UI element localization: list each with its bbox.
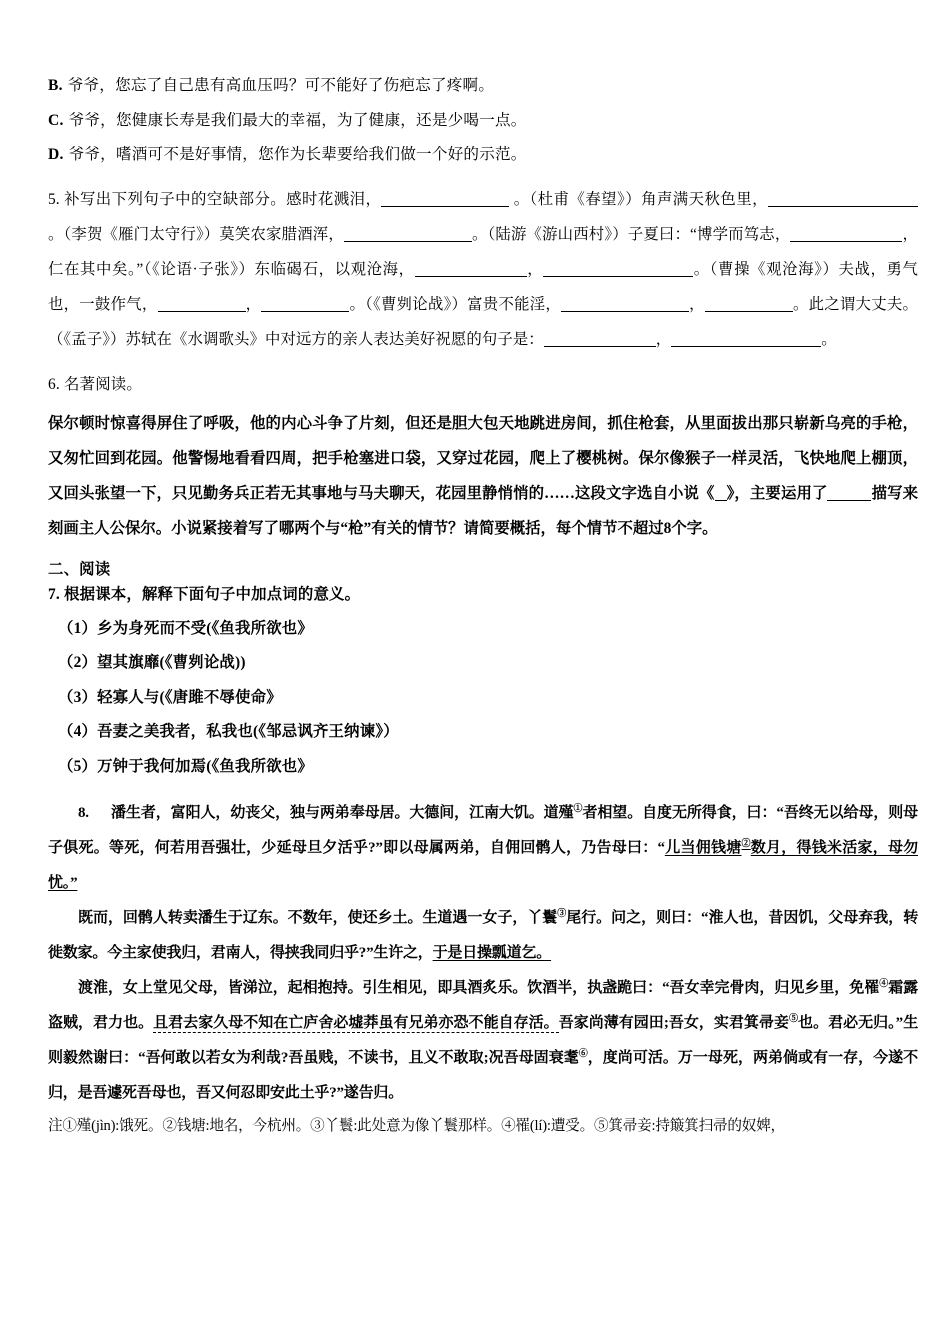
answer-blank[interactable]	[344, 228, 472, 242]
underlined-sentence-1a: 儿当佣钱塘	[664, 840, 742, 857]
q5-seg-6: ，	[526, 260, 544, 278]
choice-option-d[interactable]	[48, 147, 918, 163]
q6-after-2: 描写来刻画主人公保尔。小说紧接着写了哪两个与“枪”有关的情节？请简要概括，每个情节不超过8个字。	[48, 485, 918, 538]
list-item: （3）轻寡人与(《唐雎不辱使命》	[58, 688, 282, 706]
question-6-heading	[48, 377, 918, 392]
question-7-number: 7.	[48, 585, 60, 603]
footnote-marker-5: ⑤	[789, 1013, 799, 1024]
q5-seg-3: 。（李贺《雁门太守行》）莫笑农家腊酒浑，	[48, 225, 344, 243]
list-item: （2）望其旗靡(《曹刿论战))	[58, 654, 246, 672]
choice-text-c: 爷爷，您健康长寿是我们最大的幸福，为了健康，还是少喝一点。	[68, 111, 527, 129]
question-6-number: 6.	[48, 375, 60, 393]
question-6-title: 名著阅读。	[64, 375, 142, 393]
q5-seg-11: 。此之谓大丈夫。（《孟子》）苏轼在《水调歌头》中对远方的亲人表达美好祝愿的句子是：	[48, 295, 918, 348]
q5-seg-12: ，	[655, 330, 672, 348]
q8-p3-b: 霜露盗贼，君力也。	[48, 980, 918, 1032]
answer-blank[interactable]	[790, 228, 902, 242]
section-heading-reading: 二、阅读	[48, 561, 111, 579]
underlined-sentence-1b: 数月，得钱米活家，母勿忧。”	[48, 840, 918, 892]
choice-text-b: 爷爷，您忘了自己患有高血压吗？可不能好了伤疤忘了疼啊。	[67, 77, 495, 94]
q5-seg-5: ，仁在其中矣。”（《论语·子张》）东临碣石，以观沧海，	[48, 225, 918, 278]
q5-seg-7: 。（曹操《观沧海》）夫战，勇气也，一鼓作气，	[48, 260, 918, 313]
question-7-heading	[48, 587, 918, 602]
answer-blank[interactable]	[561, 298, 689, 312]
question-8	[48, 796, 918, 1111]
q6-after-1: 》，主要运用了	[726, 485, 828, 503]
question-5-prompt: 补写出下列句子中的空缺部分。	[64, 190, 287, 208]
answer-blank[interactable]	[543, 263, 693, 277]
footnote-marker-2: ②	[741, 838, 751, 849]
question-7-item-list	[48, 621, 918, 774]
q8-p3-c: 吾家尚薄有园田;吾女，实君箕帚妾	[558, 1015, 790, 1032]
q8-p2-a: 既而，回鹘人转卖潘生于辽东。不数年，使还乡土。生道遇一女子，丫鬟	[78, 910, 558, 927]
answer-blank[interactable]	[715, 487, 727, 501]
answer-blank[interactable]	[158, 298, 246, 312]
q5-seg-1: 感时花溅泪，	[286, 190, 382, 208]
choice-option-b[interactable]	[48, 78, 918, 94]
list-item: （5）万钟于我何加焉(《鱼我所欲也》	[58, 757, 313, 775]
answer-blank[interactable]	[827, 487, 871, 501]
q8-p3-a: 渡淮，女上堂见父母，皆涕泣，起相抱持。引生相见，即具酒炙乐。饮酒半，执盏跪曰：“吾女幸完骨肉，归见乡里，免罹	[78, 980, 880, 997]
q8-p3-e: ，度尚可活。万一母死，两弟倘或有一存，今遂不归，是吾遽死吾母也，吾又何忍即安此土乎?”遂告归。	[48, 1050, 918, 1102]
answer-blank[interactable]	[768, 193, 918, 207]
answer-blank[interactable]	[415, 263, 527, 277]
question-8-paragraph-2	[48, 901, 918, 971]
question-8-paragraph-1	[48, 796, 918, 901]
underlined-sentence-2: 于是日操瓢道乞。	[432, 945, 552, 962]
choice-label-d: D.	[48, 146, 64, 164]
answer-blank[interactable]	[544, 333, 656, 347]
question-5	[48, 182, 918, 357]
q5-seg-2: 。（杜甫《春望》）角声满天秋色里，	[513, 190, 768, 208]
question-6-body	[48, 406, 918, 546]
list-item: （1）乡为身死而不受(《鱼我所欲也》	[58, 620, 313, 637]
question-8-paragraph-3	[48, 971, 918, 1111]
choice-option-c[interactable]	[48, 113, 918, 129]
q8-p2-b: 尾行。问之，则曰：“淮人也，昔因饥，父母弃我，转徙数家。今主家使我归，君南人，得挟我同归乎?”生许之，	[48, 910, 918, 962]
q5-seg-8: ，	[245, 295, 262, 313]
answer-blank[interactable]	[705, 298, 793, 312]
choice-label-c: C.	[48, 111, 64, 129]
q8-p1-b: 者相望。自度无所得食，曰：“吾终无以给母，则母子俱死。等死，何若用吾强壮，少延母旦夕活乎?”即以母属两弟，自佣回鹘人，乃告母曰：“	[48, 805, 918, 857]
list-item: （4）吾妻之美我者，私我也(《邹忌讽齐王纳谏》）	[58, 723, 399, 741]
choice-list	[48, 78, 918, 163]
q5-seg-4: 。（陆游《游山西村》）子夏曰：“博学而笃志，	[471, 225, 791, 243]
footnote-marker-4: ④	[879, 978, 889, 989]
q5-seg-9: 。（《曹刿论战》）富贵不能淫，	[349, 295, 562, 313]
answer-blank[interactable]	[671, 333, 821, 347]
q5-seg-10: ，	[689, 295, 705, 313]
answer-blank[interactable]	[381, 193, 509, 207]
footnote-marker-6: ⑥	[578, 1048, 588, 1059]
answer-blank[interactable]	[261, 298, 349, 312]
question-8-number: 8.	[78, 805, 89, 822]
footnote-marker-1: ①	[573, 803, 583, 814]
q8-p1-a: 潘生者，富阳人，幼丧父，独与两弟奉母居。大德间，江南大饥。道殣	[110, 805, 574, 822]
q8-p3-d: 也。君必无归。”生则毅然谢曰：“吾何敢以若女为利哉?吾虽贱，不读书，且义不敢取;况吾母固衰耄	[48, 1015, 919, 1067]
question-5-number: 5.	[48, 190, 60, 208]
footnotes: 注①殣(jìn):饿死。②钱塘:地名，今杭州。③丫鬟:此处意为像丫鬟那样。④罹(lí):遭受。⑤箕帚妾:持簸箕扫帚的奴婢，	[48, 1118, 785, 1135]
q6-passage: 保尔顿时惊喜得屏住了呼吸，他的内心斗争了片刻，但还是胆大包天地跳进房间，抓住枪套，从里面拔出那只崭新乌亮的手枪，又匆忙回到花园。他警惕地看看四周，把手枪塞进口袋，又穿过花园，爬上了樱桃树。保尔像猴子一样灵活，飞快地爬上棚顶，又回头张望一下，只见勤务兵正若无其事地与马夫聊天，花园里静悄悄的……这段文字选自小说《	[48, 415, 918, 503]
choice-text-d: 爷爷，嗜酒可不是好事情，您作为长辈要给我们做一个好的示范。	[68, 146, 527, 164]
q5-seg-13: 。	[821, 330, 837, 348]
dashed-underlined-sentence: 且君去家久母不知在亡庐舍必墟莽虽有兄弟亦恐不能自存活。	[153, 1015, 559, 1032]
choice-label-b: B.	[48, 77, 63, 94]
footnote-marker-3: ③	[557, 908, 567, 919]
question-7-prompt: 根据课本，解释下面句子中加点词的意义。	[64, 585, 361, 603]
